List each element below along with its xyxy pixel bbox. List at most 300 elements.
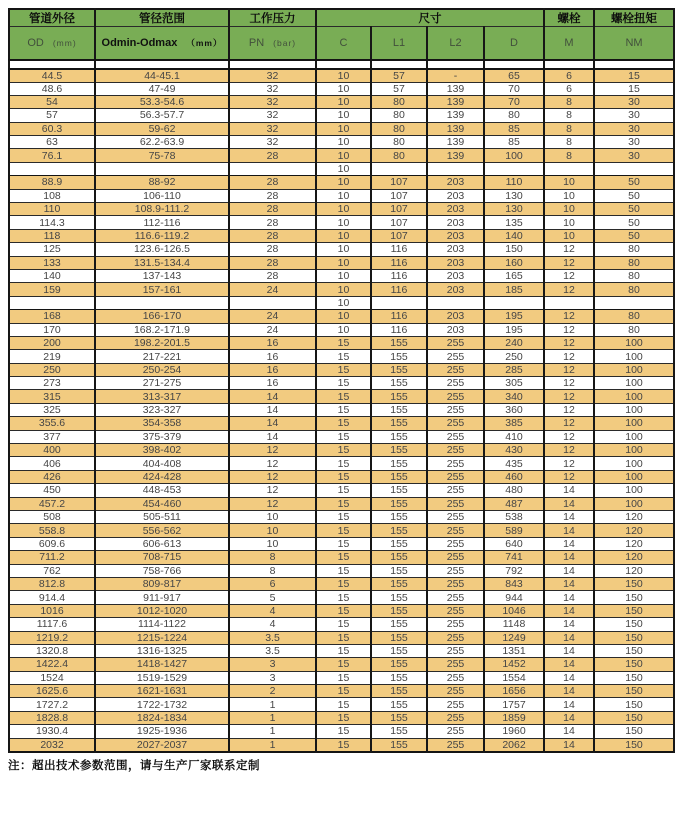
- table-cell: 15: [316, 644, 371, 657]
- table-cell: 12: [544, 470, 594, 483]
- table-cell: 203: [427, 229, 484, 242]
- table-cell: 255: [427, 497, 484, 510]
- table-cell: 5: [229, 591, 316, 604]
- table-cell: 255: [427, 698, 484, 711]
- table-cell: 155: [371, 430, 427, 443]
- table-cell: 508: [9, 511, 95, 524]
- table-cell: 15: [316, 577, 371, 590]
- table-cell: 12: [544, 363, 594, 376]
- table-cell: 10: [316, 283, 371, 296]
- table-cell: 15: [316, 738, 371, 752]
- table-cell: 203: [427, 243, 484, 256]
- table-cell: 10: [316, 109, 371, 122]
- table-cell: 150: [594, 591, 674, 604]
- table-cell: 155: [371, 497, 427, 510]
- table-cell: 404-408: [95, 457, 229, 470]
- table-cell: 14: [544, 591, 594, 604]
- col-header-l2: L2: [427, 27, 484, 60]
- table-cell: 1012-1020: [95, 604, 229, 617]
- table-cell: 32: [229, 82, 316, 95]
- table-cell: 30: [594, 122, 674, 135]
- table-cell: 2032: [9, 738, 95, 752]
- table-row: [9, 484, 674, 497]
- table-cell: 10: [229, 524, 316, 537]
- table-cell: 14: [229, 390, 316, 403]
- table-cell: 28: [229, 149, 316, 162]
- table-cell: 385: [484, 417, 544, 430]
- table-row: [9, 671, 674, 684]
- table-cell: 12: [544, 336, 594, 349]
- table-cell: 12: [544, 310, 594, 323]
- col-group-diameter-range: 管径范围: [95, 9, 229, 27]
- table-cell: 14: [544, 671, 594, 684]
- table-cell: 116: [371, 243, 427, 256]
- table-cell: 155: [371, 738, 427, 752]
- table-row: [9, 109, 674, 122]
- table-cell: 1828.8: [9, 711, 95, 724]
- table-cell: 12: [544, 256, 594, 269]
- table-cell: 203: [427, 256, 484, 269]
- table-row: [9, 82, 674, 95]
- table-cell: 217-221: [95, 350, 229, 363]
- table-cell: 410: [484, 430, 544, 443]
- table-cell: 10: [316, 269, 371, 282]
- table-cell: 10: [316, 149, 371, 162]
- col-header-od-label: OD: [27, 36, 44, 49]
- table-row: [9, 403, 674, 416]
- table-cell: 100: [594, 497, 674, 510]
- table-cell: 1960: [484, 725, 544, 738]
- table-row: [9, 551, 674, 564]
- table-cell: 8: [544, 136, 594, 149]
- table-cell: 15: [316, 671, 371, 684]
- table-cell: 139: [427, 95, 484, 108]
- table-cell: 85: [484, 122, 544, 135]
- table-cell: 10: [544, 216, 594, 229]
- table-cell: 255: [427, 484, 484, 497]
- table-cell: 203: [427, 176, 484, 189]
- table-row: [9, 577, 674, 590]
- table-row: [9, 363, 674, 376]
- table-cell: 1: [229, 738, 316, 752]
- table-cell: 80: [594, 310, 674, 323]
- table-row: [9, 122, 674, 135]
- table-cell: 100: [594, 470, 674, 483]
- table-row: [9, 631, 674, 644]
- table-cell: [371, 296, 427, 309]
- table-cell: 1524: [9, 671, 95, 684]
- table-cell: 125: [9, 243, 95, 256]
- table-cell: 130: [484, 203, 544, 216]
- table-cell: [9, 296, 95, 309]
- table-cell: 8: [544, 109, 594, 122]
- table-cell: 708-715: [95, 551, 229, 564]
- table-row: [9, 323, 674, 336]
- table-cell: 100: [484, 149, 544, 162]
- table-cell: 250-254: [95, 363, 229, 376]
- table-cell: 255: [427, 685, 484, 698]
- table-cell: 10: [316, 162, 371, 175]
- col-group-bolt: 螺栓: [544, 9, 594, 27]
- table-cell: 15: [316, 537, 371, 550]
- table-cell: 315: [9, 390, 95, 403]
- table-cell: 792: [484, 564, 544, 577]
- table-cell: 10: [316, 296, 371, 309]
- table-cell: 28: [229, 243, 316, 256]
- col-header-pn-unit: (bar): [273, 37, 297, 48]
- table-cell: 14: [544, 618, 594, 631]
- table-cell: 255: [427, 430, 484, 443]
- table-cell: 8: [544, 149, 594, 162]
- table-cell: 15: [316, 363, 371, 376]
- table-cell: 28: [229, 216, 316, 229]
- table-cell: 155: [371, 403, 427, 416]
- table-cell: 56.3-57.7: [95, 109, 229, 122]
- table-cell: 15: [316, 658, 371, 671]
- table-row: [9, 511, 674, 524]
- table-cell: [95, 60, 229, 69]
- table-cell: 480: [484, 484, 544, 497]
- table-cell: 88-92: [95, 176, 229, 189]
- table-cell: 123.6-126.5: [95, 243, 229, 256]
- blank-row: [9, 60, 674, 69]
- table-cell: 15: [316, 711, 371, 724]
- col-header-m: M: [544, 27, 594, 60]
- table-cell: 155: [371, 644, 427, 657]
- table-cell: 15: [316, 430, 371, 443]
- table-cell: 8: [544, 122, 594, 135]
- table-cell: 62.2-63.9: [95, 136, 229, 149]
- table-cell: 15: [316, 350, 371, 363]
- table-cell: 160: [484, 256, 544, 269]
- col-header-nm: NM: [594, 27, 674, 60]
- table-row: [9, 497, 674, 510]
- table-cell: [371, 162, 427, 175]
- table-cell: 843: [484, 577, 544, 590]
- table-cell: 10: [544, 176, 594, 189]
- table-cell: 168.2-171.9: [95, 323, 229, 336]
- table-cell: 16: [229, 336, 316, 349]
- table-cell: 30: [594, 149, 674, 162]
- table-cell: 10: [316, 176, 371, 189]
- table-row: [9, 136, 674, 149]
- table-cell: 1219.2: [9, 631, 95, 644]
- table-cell: 12: [544, 269, 594, 282]
- table-cell: 398-402: [95, 444, 229, 457]
- table-cell: 120: [594, 564, 674, 577]
- table-cell: 203: [427, 269, 484, 282]
- table-cell: 538: [484, 511, 544, 524]
- table-cell: 14: [544, 711, 594, 724]
- table-row: [9, 711, 674, 724]
- table-cell: 80: [371, 95, 427, 108]
- table-cell: 114.3: [9, 216, 95, 229]
- table-cell: 1418-1427: [95, 658, 229, 671]
- table-cell: 155: [371, 524, 427, 537]
- table-cell: 14: [229, 430, 316, 443]
- table-cell: 30: [594, 109, 674, 122]
- table-cell: 558.8: [9, 524, 95, 537]
- table-cell: 150: [594, 698, 674, 711]
- table-cell: 155: [371, 336, 427, 349]
- table-cell: 76.1: [9, 149, 95, 162]
- spec-table-body: [9, 60, 674, 752]
- table-cell: 1316-1325: [95, 644, 229, 657]
- table-cell: 640: [484, 537, 544, 550]
- table-cell: 15: [316, 470, 371, 483]
- table-cell: 1: [229, 698, 316, 711]
- table-row: [9, 457, 674, 470]
- table-cell: 12: [544, 377, 594, 390]
- table-cell: 131.5-134.4: [95, 256, 229, 269]
- table-cell: 1757: [484, 698, 544, 711]
- table-cell: 10: [316, 69, 371, 83]
- table-cell: 16: [229, 363, 316, 376]
- table-cell: 4: [229, 604, 316, 617]
- table-cell: 28: [229, 203, 316, 216]
- table-cell: 48.6: [9, 82, 95, 95]
- table-cell: 273: [9, 377, 95, 390]
- table-cell: 15: [316, 698, 371, 711]
- table-cell: [544, 296, 594, 309]
- table-cell: 12: [229, 444, 316, 457]
- table-cell: 150: [594, 604, 674, 617]
- table-cell: 255: [427, 524, 484, 537]
- table-cell: 12: [229, 484, 316, 497]
- table-cell: 15: [316, 631, 371, 644]
- table-cell: -: [427, 69, 484, 83]
- table-cell: 1148: [484, 618, 544, 631]
- table-cell: 24: [229, 323, 316, 336]
- table-cell: 12: [544, 457, 594, 470]
- table-cell: 14: [544, 497, 594, 510]
- table-cell: 150: [484, 243, 544, 256]
- table-cell: 313-317: [95, 390, 229, 403]
- table-cell: 4: [229, 618, 316, 631]
- table-cell: 589: [484, 524, 544, 537]
- table-cell: 457.2: [9, 497, 95, 510]
- table-cell: 8: [229, 564, 316, 577]
- table-cell: 10: [316, 189, 371, 202]
- table-cell: 14: [229, 403, 316, 416]
- table-cell: 10: [316, 136, 371, 149]
- table-cell: 1046: [484, 604, 544, 617]
- separator-row: [9, 296, 674, 309]
- table-row: [9, 685, 674, 698]
- table-cell: 65: [484, 69, 544, 83]
- table-cell: 16: [229, 377, 316, 390]
- table-cell: 150: [594, 711, 674, 724]
- table-cell: 250: [484, 350, 544, 363]
- table-cell: 250: [9, 363, 95, 376]
- table-cell: 155: [371, 390, 427, 403]
- table-cell: 255: [427, 671, 484, 684]
- table-cell: 12: [544, 350, 594, 363]
- table-cell: [229, 60, 316, 69]
- table-cell: 32: [229, 136, 316, 149]
- table-cell: 116: [371, 323, 427, 336]
- table-cell: 108: [9, 189, 95, 202]
- col-header-pn-label: PN: [248, 36, 265, 49]
- table-cell: 271-275: [95, 377, 229, 390]
- table-cell: 203: [427, 283, 484, 296]
- table-cell: 10: [316, 229, 371, 242]
- table-cell: 1117.6: [9, 618, 95, 631]
- table-cell: 325: [9, 403, 95, 416]
- table-cell: 108.9-111.2: [95, 203, 229, 216]
- table-row: [9, 444, 674, 457]
- table-cell: 107: [371, 176, 427, 189]
- table-cell: [9, 60, 95, 69]
- table-cell: 1519-1529: [95, 671, 229, 684]
- table-cell: 50: [594, 203, 674, 216]
- table-row: [9, 176, 674, 189]
- table-cell: 15: [316, 551, 371, 564]
- table-cell: 50: [594, 216, 674, 229]
- table-cell: 155: [371, 631, 427, 644]
- table-cell: 195: [484, 310, 544, 323]
- table-cell: 155: [371, 577, 427, 590]
- col-header-odrange-label: Odmin-Odmax: [101, 36, 178, 49]
- table-cell: 14: [544, 577, 594, 590]
- table-cell: 150: [594, 658, 674, 671]
- table-cell: [427, 60, 484, 69]
- table-cell: 15: [316, 618, 371, 631]
- table-cell: 54: [9, 95, 95, 108]
- table-cell: 10: [229, 537, 316, 550]
- table-cell: 3: [229, 671, 316, 684]
- table-cell: 12: [544, 283, 594, 296]
- col-header-c: C: [316, 27, 371, 60]
- table-cell: 255: [427, 444, 484, 457]
- table-cell: 195: [484, 323, 544, 336]
- table-cell: 15: [316, 484, 371, 497]
- table-cell: 130: [484, 189, 544, 202]
- table-cell: 448-453: [95, 484, 229, 497]
- table-row: [9, 698, 674, 711]
- table-row: [9, 618, 674, 631]
- table-cell: 1249: [484, 631, 544, 644]
- table-cell: 150: [594, 725, 674, 738]
- footnote: 注：超出技术参数范围，请与生产厂家联系定制: [8, 759, 260, 772]
- table-cell: 14: [544, 484, 594, 497]
- table-cell: 30: [594, 136, 674, 149]
- table-cell: 914.4: [9, 591, 95, 604]
- table-cell: 80: [594, 256, 674, 269]
- table-cell: 170: [9, 323, 95, 336]
- table-cell: 155: [371, 711, 427, 724]
- table-cell: 255: [427, 658, 484, 671]
- table-cell: 88.9: [9, 176, 95, 189]
- table-cell: 454-460: [95, 497, 229, 510]
- table-cell: 10: [316, 122, 371, 135]
- table-cell: 28: [229, 229, 316, 242]
- table-cell: 14: [544, 738, 594, 752]
- table-row: [9, 417, 674, 430]
- table-cell: 450: [9, 484, 95, 497]
- table-cell: [95, 296, 229, 309]
- table-row: [9, 189, 674, 202]
- col-header-odrange: [95, 27, 229, 60]
- table-cell: 10: [544, 203, 594, 216]
- table-cell: 50: [594, 189, 674, 202]
- table-cell: 14: [544, 698, 594, 711]
- table-cell: 505-511: [95, 511, 229, 524]
- table-cell: 110: [484, 176, 544, 189]
- table-cell: 32: [229, 95, 316, 108]
- table-cell: 155: [371, 417, 427, 430]
- table-cell: 57: [371, 69, 427, 83]
- table-row: [9, 216, 674, 229]
- table-cell: [427, 162, 484, 175]
- table-cell: 155: [371, 685, 427, 698]
- table-row: [9, 537, 674, 550]
- table-row: [9, 256, 674, 269]
- table-cell: 1016: [9, 604, 95, 617]
- table-cell: 185: [484, 283, 544, 296]
- table-cell: 100: [594, 377, 674, 390]
- table-cell: 139: [427, 109, 484, 122]
- table-cell: 426: [9, 470, 95, 483]
- table-cell: 168: [9, 310, 95, 323]
- table-cell: 1859: [484, 711, 544, 724]
- table-cell: 10: [316, 256, 371, 269]
- table-cell: 255: [427, 551, 484, 564]
- table-cell: [594, 162, 674, 175]
- table-cell: 165: [484, 269, 544, 282]
- table-row: [9, 203, 674, 216]
- table-row: [9, 604, 674, 617]
- table-cell: 1930.4: [9, 725, 95, 738]
- table-cell: 15: [316, 444, 371, 457]
- table-cell: 107: [371, 229, 427, 242]
- table-cell: 44.5: [9, 69, 95, 83]
- table-cell: 28: [229, 189, 316, 202]
- table-cell: 203: [427, 323, 484, 336]
- table-cell: 120: [594, 551, 674, 564]
- table-row: [9, 283, 674, 296]
- table-cell: 14: [544, 551, 594, 564]
- table-cell: 198.2-201.5: [95, 336, 229, 349]
- table-row: [9, 524, 674, 537]
- table-cell: 812.8: [9, 577, 95, 590]
- table-cell: 1320.8: [9, 644, 95, 657]
- table-cell: 1554: [484, 671, 544, 684]
- table-cell: 203: [427, 310, 484, 323]
- table-cell: 255: [427, 738, 484, 752]
- table-cell: 32: [229, 69, 316, 83]
- table-cell: 12: [544, 403, 594, 416]
- table-row: [9, 470, 674, 483]
- table-cell: 758-766: [95, 564, 229, 577]
- table-cell: 155: [371, 457, 427, 470]
- table-cell: 711.2: [9, 551, 95, 564]
- table-cell: 150: [594, 618, 674, 631]
- table-cell: 157-161: [95, 283, 229, 296]
- table-cell: 10: [316, 203, 371, 216]
- table-cell: [427, 296, 484, 309]
- table-row: [9, 564, 674, 577]
- table-cell: 360: [484, 403, 544, 416]
- table-cell: 609.6: [9, 537, 95, 550]
- table-cell: 406: [9, 457, 95, 470]
- table-cell: 424-428: [95, 470, 229, 483]
- table-row: [9, 591, 674, 604]
- col-group-pipe-od: 管道外径: [9, 9, 95, 27]
- table-cell: 12: [544, 417, 594, 430]
- table-cell: 15: [316, 591, 371, 604]
- table-cell: 15: [316, 417, 371, 430]
